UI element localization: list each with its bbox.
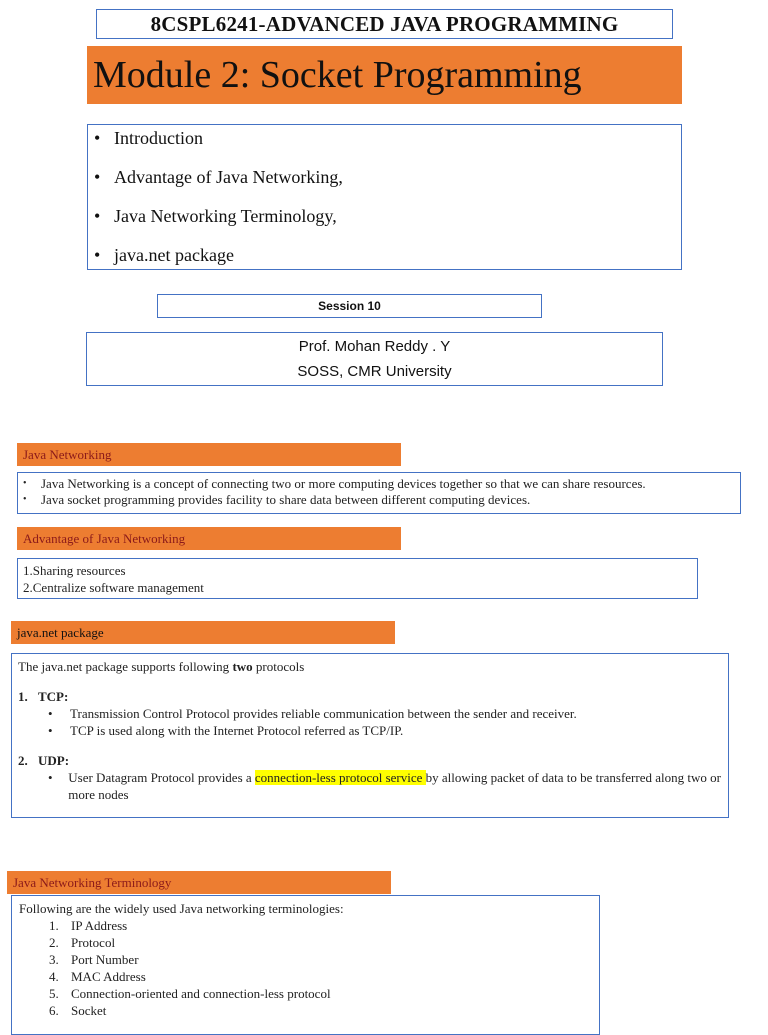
- list-item: • Java socket programming provides facility to share data between different computing devices.: [23, 492, 531, 507]
- list-item: 1. IP Address: [49, 918, 128, 933]
- terminology-list: [19, 917, 599, 1019]
- udp-heading: 2. UDP:: [18, 753, 70, 768]
- section-header-terminology: Java Networking Terminology: [7, 871, 391, 894]
- tcp-list: [18, 705, 728, 739]
- java-net-intro: The java.net package supports following two protocols: [18, 659, 305, 674]
- session-label: Session 10: [157, 294, 542, 318]
- list-item: 4. MAC Address: [49, 969, 146, 984]
- bullet-icon: •: [23, 478, 27, 489]
- list-item: • Introduction: [94, 128, 203, 148]
- bullet-icon: •: [94, 167, 101, 187]
- section-body-terminology: [11, 895, 600, 1035]
- terminology-intro: Following are the widely used Java networking terminologies:: [19, 901, 344, 916]
- instructor-name: Prof. Mohan Reddy . Y: [298, 338, 451, 355]
- list-item: 1.Sharing resources: [23, 563, 126, 578]
- instructor-box: [86, 332, 663, 386]
- bullet-icon: •: [23, 494, 27, 505]
- list-item: • User Datagram Protocol provides a connection-less protocol service by allowing packet of data to be transferred along two or more nodes: [48, 770, 721, 802]
- list-item: • TCP is used along with the Internet Protocol referred as TCP/IP.: [48, 723, 404, 738]
- list-item: • Advantage of Java Networking,: [94, 167, 343, 187]
- module-title: [87, 46, 682, 104]
- list-item: • Java Networking Terminology,: [94, 206, 337, 226]
- highlighted-text: connection-less protocol service: [254, 770, 426, 785]
- list-item: 5. Connection-oriented and connection-less protocol: [49, 986, 331, 1001]
- bullet-icon: •: [48, 770, 53, 785]
- tcp-heading: 1. TCP:: [18, 689, 69, 704]
- list-item: • Transmission Control Protocol provides reliable communication between the sender and receiver.: [48, 706, 577, 721]
- course-title-text: 8CSPL6241-ADVANCED JAVA PROGRAMMING: [150, 11, 619, 36]
- module-title-text: Module 2: Socket Programming: [93, 54, 582, 96]
- bullet-icon: •: [94, 245, 101, 265]
- list-item: • java.net package: [94, 245, 234, 265]
- section-body-java-net: [11, 653, 729, 818]
- list-item: 3. Port Number: [49, 952, 139, 967]
- section-body-advantage: [17, 558, 698, 599]
- section-header-java-net: java.net package: [11, 621, 395, 644]
- udp-list: [18, 769, 728, 803]
- list-item: 2.Centralize software management: [23, 580, 204, 595]
- list-item: • Java Networking is a concept of connecting two or more computing devices together so that we can share resources.: [23, 476, 646, 491]
- bullet-icon: •: [94, 128, 101, 148]
- bullet-icon: •: [48, 706, 53, 721]
- bullet-icon: •: [48, 723, 53, 738]
- instructor-affiliation: SOSS, CMR University: [297, 363, 452, 380]
- course-title: [96, 9, 673, 39]
- topics-box: [87, 124, 682, 270]
- section-header-advantage: Advantage of Java Networking: [17, 527, 401, 550]
- topics-list: [94, 128, 681, 265]
- list-item: 6. Socket: [49, 1003, 107, 1018]
- list-item: 2. Protocol: [49, 935, 116, 950]
- section-header-java-networking: Java Networking: [17, 443, 401, 466]
- section-body-java-networking: [17, 472, 741, 514]
- bullet-icon: •: [94, 206, 101, 226]
